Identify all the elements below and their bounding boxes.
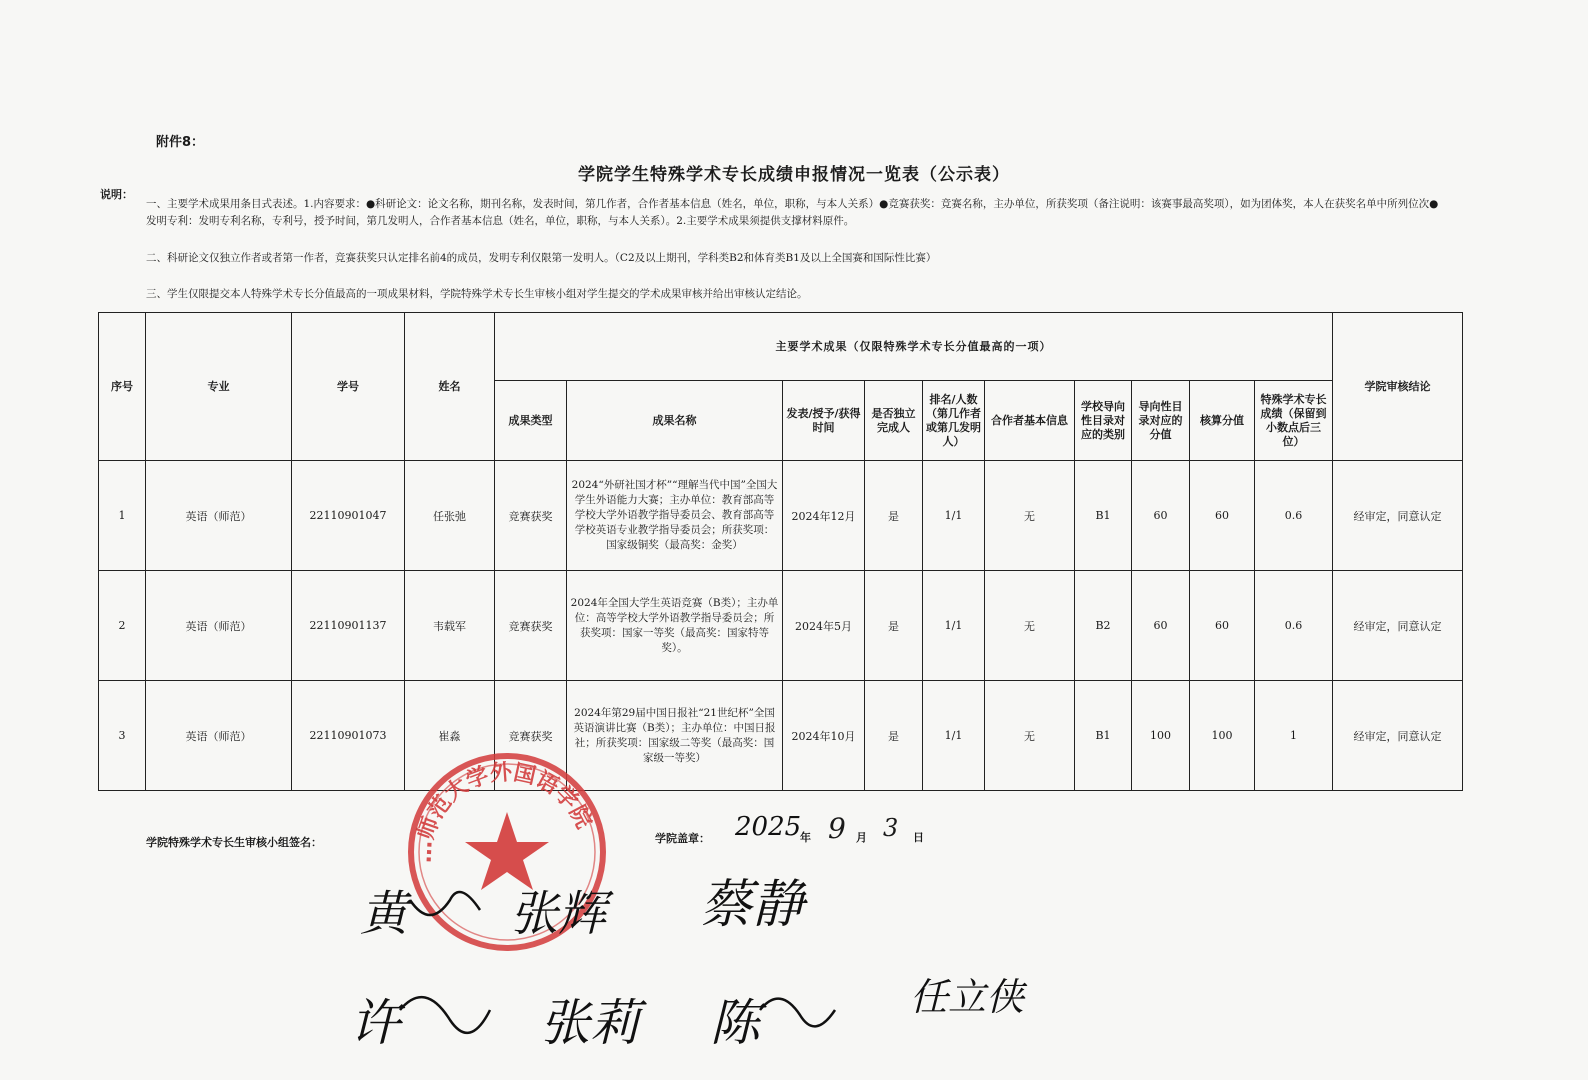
cell-rank: 1/1: [923, 461, 985, 571]
header-review: 学院审核结论: [1333, 313, 1463, 461]
cell-index: 1: [99, 461, 146, 571]
header-coauthor: 合作者基本信息: [985, 381, 1075, 461]
cell-name: 任张弛: [405, 461, 495, 571]
header-category: 学校导向性目录对应的类别: [1075, 381, 1132, 461]
cell-review: 经审定，同意认定: [1333, 571, 1463, 681]
attachment-label: 附件8：: [156, 135, 205, 150]
cell-major: 英语（师范）: [146, 461, 292, 571]
notes-label: 说明：: [100, 188, 133, 201]
table-row: [99, 571, 1463, 681]
cell-name: 韦载军: [405, 571, 495, 681]
cell-rank: 1/1: [923, 681, 985, 791]
svg-text:蔡静: 蔡静: [700, 875, 805, 935]
date-month-unit: 月: [856, 831, 867, 844]
cell-independent: 是: [865, 681, 923, 791]
cell-score: 60: [1132, 571, 1190, 681]
svg-text:任立侠: 任立侠: [910, 975, 1025, 1019]
note-3: 三、学生仅限提交本人特殊学术专长分值最高的一项成果材料，学院特殊学术专长生审核小组对学生提交的学术成果审核并给出审核认定结论。: [146, 288, 808, 300]
date-day-unit: 日: [913, 831, 924, 844]
cell-title: 2024年第29届中国日报社“21世纪杯”全国英语演讲比赛（B类）；主办单位：中国日报社；所获奖项：国家级二等奖（最高奖：国家级一等奖）: [567, 681, 783, 791]
cell-calc: 60: [1190, 571, 1255, 681]
cell-category: B2: [1075, 571, 1132, 681]
cell-category: B1: [1075, 461, 1132, 571]
header-time: 发表/授予/获得时间: [783, 381, 865, 461]
cell-score: 60: [1132, 461, 1190, 571]
date-year: 2025: [735, 812, 802, 842]
achievement-table: [98, 312, 1463, 791]
cell-review: 经审定，同意认定: [1333, 461, 1463, 571]
signature-label: 学院特殊学术专长生审核小组签名：: [146, 836, 322, 849]
cell-score: 100: [1132, 681, 1190, 791]
cell-grade: 1: [1255, 681, 1333, 791]
header-independent: 是否独立完成人: [865, 381, 923, 461]
svg-text:…师范大学外国语学院: …师范大学外国语学院: [411, 760, 597, 864]
svg-text:张莉: 张莉: [540, 994, 640, 1052]
cell-coauthor: 无: [985, 681, 1075, 791]
svg-text:许: 许: [350, 994, 400, 1052]
cell-index: 2: [99, 571, 146, 681]
cell-student-id: 22110901137: [292, 571, 405, 681]
cell-student-id: 22110901073: [292, 681, 405, 791]
cell-type: 竞赛获奖: [495, 461, 567, 571]
cell-time: 2024年10月: [783, 681, 865, 791]
handwritten-signatures: [340, 860, 1060, 1080]
date-year-unit: 年: [800, 831, 811, 844]
cell-major: 英语（师范）: [146, 681, 292, 791]
note-1: 一、主要学术成果用条目式表述。1.内容要求：●科研论文：论文名称，期刊名称，发表时间，第几作者，合作者基本信息（姓名，单位，职称，与本人关系）●竞赛获奖：竞赛名称，主办单位，所获奖项（备注说明：该赛事最高奖项），如为团体奖，本人在获奖名单中所列位次●发明专利：发明专利名称，专利号，授予时间，第几发明人，合作者基本信息（姓名，单位，职称，与本人关系）。2.主要学术成果须提供支撑材料原件。: [146, 198, 1439, 227]
header-major: 专业: [146, 313, 292, 461]
cell-review: 经审定，同意认定: [1333, 681, 1463, 791]
cell-coauthor: 无: [985, 571, 1075, 681]
header-calc: 核算分值: [1190, 381, 1255, 461]
date-month: 9: [828, 812, 846, 845]
svg-text:黄: 黄: [360, 886, 409, 942]
header-type: 成果类型: [495, 381, 567, 461]
cell-title: 2024年全国大学生英语竞赛（B类）；主办单位：高等学校大学外语教学指导委员会；所获奖项：国家一等奖（最高奖：国家特等奖）。: [567, 571, 783, 681]
header-achievement-group: 主要学术成果（仅限特殊学术专长分值最高的一项）: [495, 313, 1333, 381]
cell-calc: 100: [1190, 681, 1255, 791]
cell-time: 2024年12月: [783, 461, 865, 571]
header-name: 姓名: [405, 313, 495, 461]
cell-independent: 是: [865, 461, 923, 571]
cell-type: 竞赛获奖: [495, 681, 567, 791]
cell-calc: 60: [1190, 461, 1255, 571]
table-row: [99, 681, 1463, 791]
cell-title: 2024“外研社国才杯”“理解当代中国”全国大学生外语能力大赛；主办单位：教育部高等学校大学外语教学指导委员会、教育部高等学校英语专业教学指导委员会；所获奖项：国家级铜奖（最高奖：金奖）: [567, 461, 783, 571]
cell-grade: 0.6: [1255, 461, 1333, 571]
page-title: 学院学生特殊学术专长成绩申报情况一览表（公示表）: [578, 165, 1010, 185]
cell-time: 2024年5月: [783, 571, 865, 681]
cell-name: 崔淼: [405, 681, 495, 791]
cell-coauthor: 无: [985, 461, 1075, 571]
header-score: 导向性目录对应的分值: [1132, 381, 1190, 461]
header-title: 成果名称: [567, 381, 783, 461]
table-row: [99, 461, 1463, 571]
cell-index: 3: [99, 681, 146, 791]
header-student-id: 学号: [292, 313, 405, 461]
svg-text:陈: 陈: [710, 994, 760, 1052]
seal-label: 学院盖章：: [655, 832, 710, 845]
cell-independent: 是: [865, 571, 923, 681]
cell-category: B1: [1075, 681, 1132, 791]
note-2: 二、科研论文仅独立作者或者第一作者，竞赛获奖只认定排名前4的成员，发明专利仅限第一发明人。（C2及以上期刊，学科类B2和体育类B1及以上全国赛和国际性比赛）: [146, 252, 937, 264]
cell-student-id: 22110901047: [292, 461, 405, 571]
header-rank: 排名/人数（第几作者或第几发明人）: [923, 381, 985, 461]
cell-type: 竞赛获奖: [495, 571, 567, 681]
cell-grade: 0.6: [1255, 571, 1333, 681]
date-day: 3: [883, 814, 899, 842]
svg-text:张辉: 张辉: [510, 886, 607, 942]
cell-rank: 1/1: [923, 571, 985, 681]
cell-major: 英语（师范）: [146, 571, 292, 681]
header-index: 序号: [99, 313, 146, 461]
header-grade: 特殊学术专长成绩（保留到小数点后三位）: [1255, 381, 1333, 461]
